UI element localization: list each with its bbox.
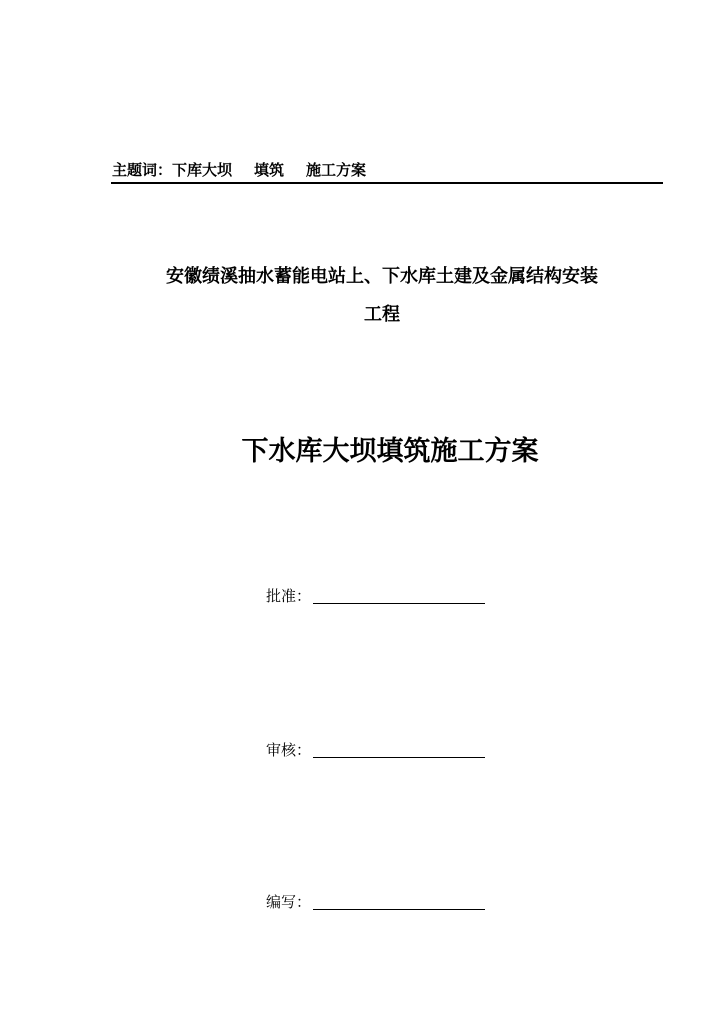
header-divider	[111, 182, 663, 184]
keyword-item: 施工方案	[306, 161, 367, 179]
project-title-line: 工程	[364, 304, 400, 325]
approve-label: 批准：	[266, 587, 312, 605]
review-signature-line	[313, 757, 485, 758]
project-title-line: 安徽绩溪抽水蓄能电站上、下水库土建及金属结构安装	[166, 266, 598, 287]
keywords-label: 主题词：	[112, 161, 173, 179]
approve-row	[266, 584, 485, 606]
keyword-item: 填筑	[254, 161, 285, 179]
author-label: 编写：	[266, 893, 312, 911]
author-signature-line	[313, 909, 485, 910]
author-row	[266, 890, 485, 912]
keyword-item: 下库大坝	[172, 161, 233, 179]
review-label: 审核：	[266, 741, 312, 759]
project-title	[112, 258, 652, 334]
review-row	[266, 738, 485, 760]
keywords-line	[112, 160, 366, 180]
approve-signature-line	[313, 603, 485, 604]
document-title: 下水库大坝填筑施工方案	[241, 436, 539, 467]
